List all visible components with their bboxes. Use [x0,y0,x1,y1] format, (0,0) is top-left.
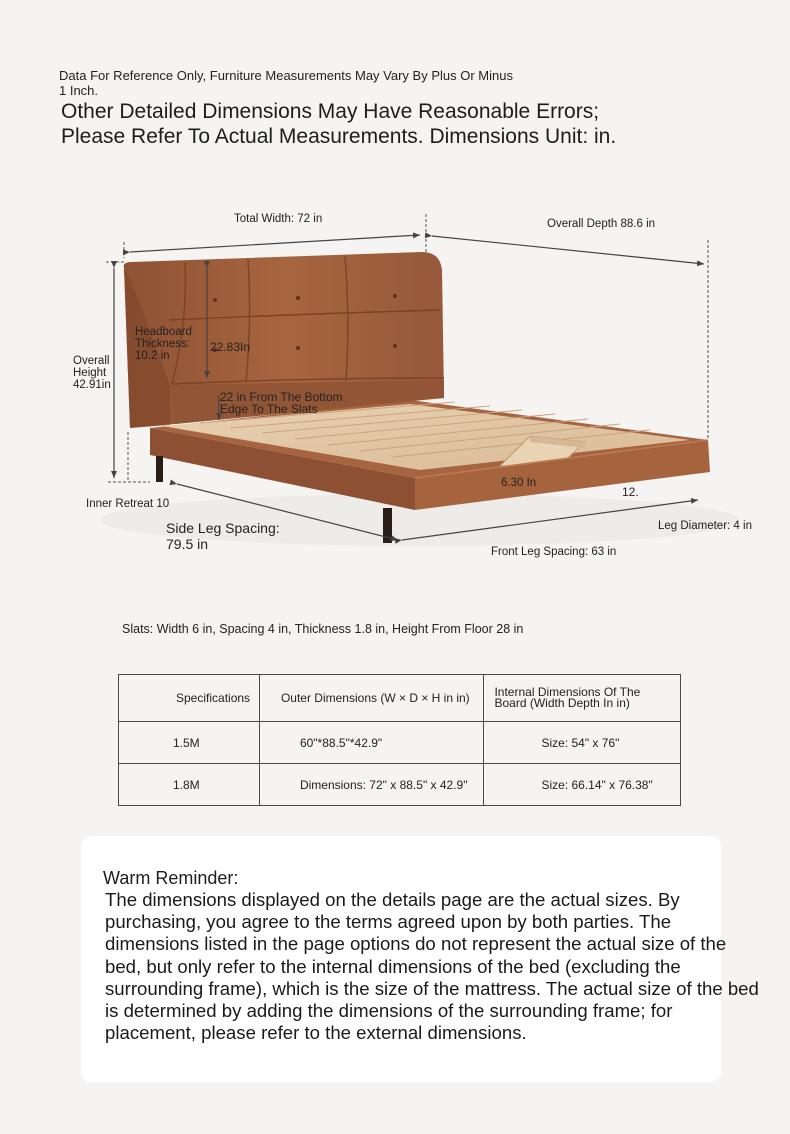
headboard-thickness-label: Headboard Thickness: 10.2 in [135,326,192,362]
bed-illustration [0,200,790,600]
table-header-row [119,675,681,722]
table-header-cell: Internal Dimensions Of The Board (Width Depth In in) [484,675,681,722]
table-header-cell: Outer Dimensions (W × D × H in in) [259,675,484,722]
dimensions-note: Other Detailed Dimensions May Have Reasonable Errors; Please Refer To Actual Measurements. Dimensions Unit: in. [61,100,617,148]
overall-depth-label: Overall Depth 88.6 in [547,218,656,230]
side-value-label: 12. [622,485,639,499]
frame-height-label: 6.30 In [501,477,537,489]
table-cell: Size: 54" x 76" [484,722,681,764]
table-header-cell: Specifications [119,675,260,722]
table-cell: Dimensions: 72" x 88.5" x 42.9" [259,764,484,806]
slats-info: Slats: Width 6 in, Spacing 4 in, Thickness 1.8 in, Height From Floor 28 in [122,622,524,636]
table-cell: 1.8M [119,764,260,806]
front-leg-spacing-label: Front Leg Spacing: 63 in [491,546,617,558]
bottom-edge-label: 22 in From The Bottom Edge To The Slats [220,390,343,416]
side-leg-spacing-label: Side Leg Spacing: 79.5 in [166,520,280,552]
reference-note: Data For Reference Only, Furniture Measurements May Vary By Plus Or Minus 1 Inch. [59,68,513,98]
table-row [119,764,681,806]
spec-table [118,674,681,806]
reminder-title: Warm Reminder: [103,868,239,888]
bed-dimension-diagram [0,200,790,600]
table-row [119,722,681,764]
overall-height-label: Overall Height 42.91in [73,355,111,391]
table-cell: 1.5M [119,722,260,764]
total-width-label: Total Width: 72 in [234,213,323,225]
leg-diameter-label: Leg Diameter: 4 in [658,520,752,532]
headboard-height-label: 22.83In [210,340,251,354]
table-cell: 60"*88.5"*42.9" [259,722,484,764]
leg-left [156,456,163,482]
table-cell: Size: 66.14" x 76.38" [484,764,681,806]
reminder-body: The dimensions displayed on the details page are the actual sizes. By purchasing, you agree to the terms agreed upon by both parties. The dimensions listed in the page options do not represent the actual size of the bed, but only refer to the internal dimensions of the bed (excluding the surrounding frame), which is the size of the mattress. The actual size of the bed is determined by adding the dimensions of the surrounding frame; for placement, please refer to the external dimensions. [105,889,759,1044]
warm-reminder-card [81,836,759,1082]
inner-retreat-label: Inner Retreat 10 [86,498,170,510]
